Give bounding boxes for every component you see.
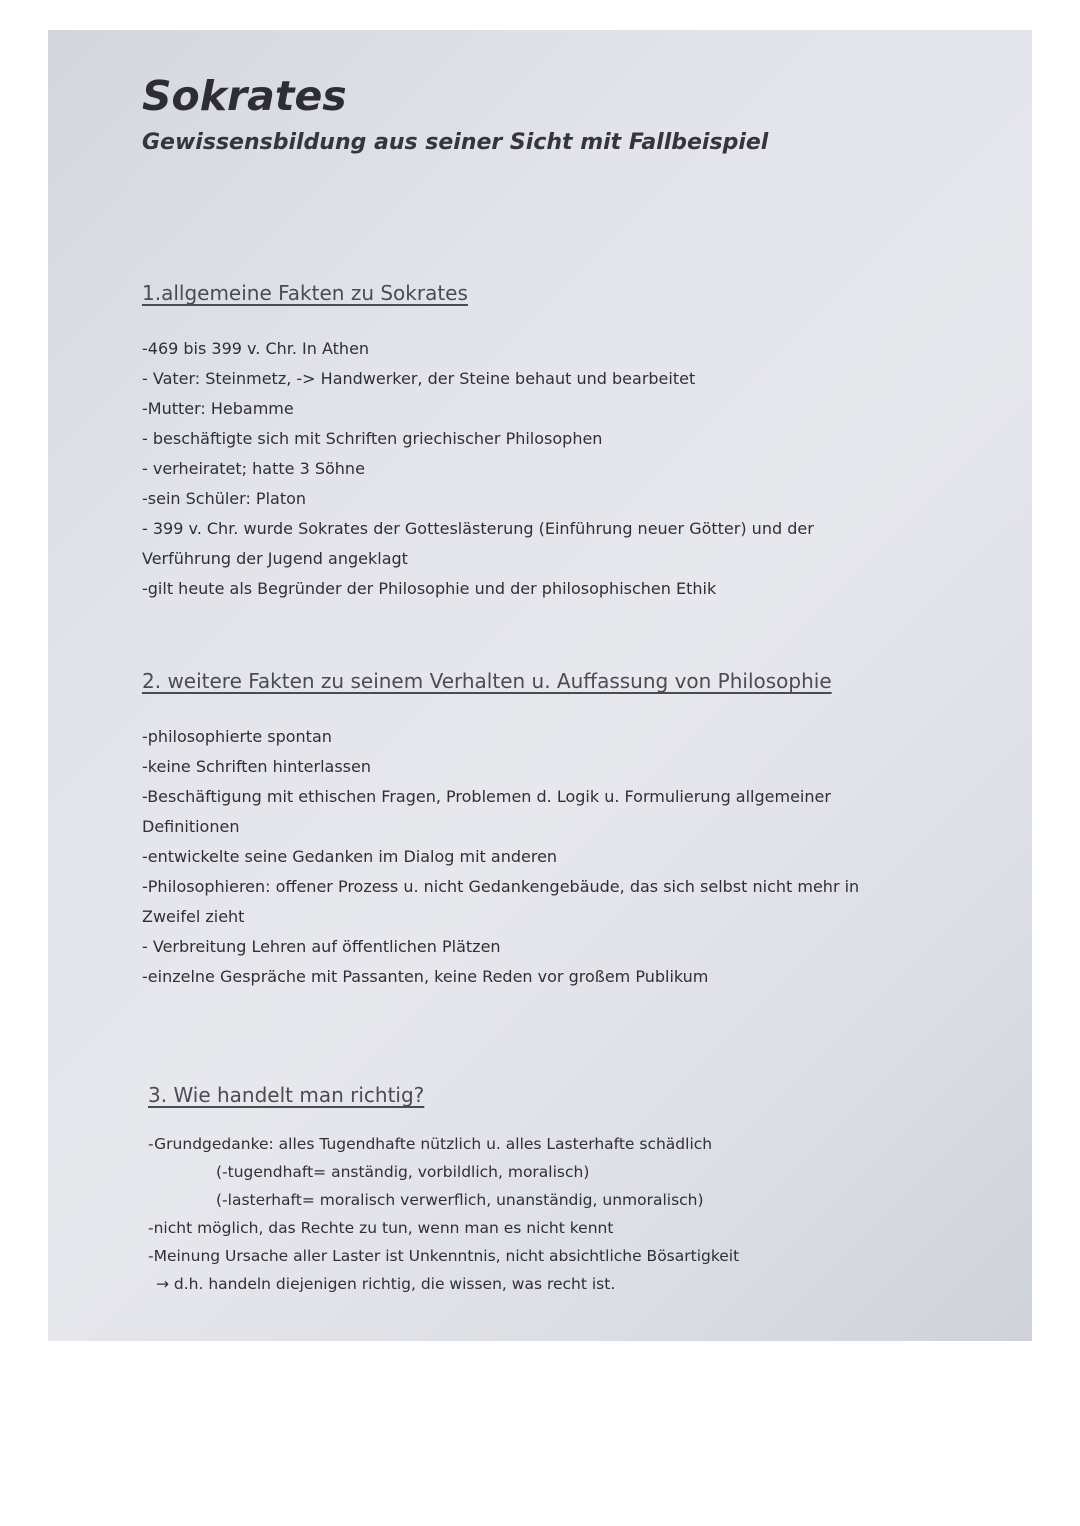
list-item: -sein Schüler: Platon	[142, 489, 307, 508]
list-item: -Beschäftigung mit ethischen Fragen, Problemen d. Logik u. Formulierung allgemeiner	[142, 787, 831, 806]
list-item: (-lasterhaft= moralisch verwerflich, unanständig, unmoralisch)	[216, 1191, 704, 1209]
fact-list	[148, 1130, 972, 1298]
section-heading: 1.allgemeine Fakten zu Sokrates	[142, 281, 468, 305]
list-item: -philosophierte spontan	[142, 727, 332, 746]
list-item: -469 bis 399 v. Chr. In Athen	[142, 339, 370, 358]
fact-list	[142, 722, 972, 992]
list-item: -Philosophieren: offener Prozess u. nicht Gedankengebäude, das sich selbst nicht mehr in	[142, 877, 860, 896]
list-item: -keine Schriften hinterlassen	[142, 757, 371, 776]
section-acting-right	[148, 1080, 972, 1298]
list-item: → d.h. handeln diejenigen richtig, die wissen, was recht ist.	[156, 1275, 616, 1293]
section-heading: 2. weitere Fakten zu seinem Verhalten u. Auffassung von Philosophie	[142, 669, 832, 693]
document-title: Sokrates	[142, 72, 347, 120]
list-item: -nicht möglich, das Rechte zu tun, wenn man es nicht kennt	[148, 1219, 614, 1237]
list-item: -Grundgedanke: alles Tugendhafte nützlich u. alles Lasterhafte schädlich	[148, 1135, 713, 1153]
list-item: -entwickelte seine Gedanken im Dialog mit anderen	[142, 847, 558, 866]
list-item: - 399 v. Chr. wurde Sokrates der Gotteslästerung (Einführung neuer Götter) und der	[142, 519, 814, 538]
list-item: (-tugendhaft= anständig, vorbildlich, moralisch)	[216, 1163, 590, 1181]
document-subtitle: Gewissensbildung aus seiner Sicht mit Fallbeispiel	[142, 130, 769, 155]
list-item: - Vater: Steinmetz, -> Handwerker, der Steine behaut und bearbeitet	[142, 369, 696, 388]
list-item: - beschäftigte sich mit Schriften griechischer Philosophen	[142, 429, 603, 448]
list-item: -Meinung Ursache aller Laster ist Unkenntnis, nicht absichtliche Bösartigkeit	[148, 1247, 740, 1265]
section-behavior-philosophy	[142, 666, 972, 992]
document-content	[142, 68, 972, 1293]
list-item: -gilt heute als Begründer der Philosophie und der philosophischen Ethik	[142, 579, 717, 598]
document-page	[48, 30, 1032, 1341]
fact-list	[142, 334, 972, 604]
section-general-facts	[142, 278, 972, 604]
list-item: - Verbreitung Lehren auf öffentlichen Plätzen	[142, 937, 501, 956]
list-item: -einzelne Gespräche mit Passanten, keine Reden vor großem Publikum	[142, 967, 709, 986]
list-item: Definitionen	[142, 817, 240, 836]
list-item: - verheiratet; hatte 3 Söhne	[142, 459, 365, 478]
section-heading: 3. Wie handelt man richtig?	[148, 1083, 425, 1107]
list-item: Zweifel zieht	[142, 907, 245, 926]
list-item: Verführung der Jugend angeklagt	[142, 549, 408, 568]
list-item: -Mutter: Hebamme	[142, 399, 294, 418]
